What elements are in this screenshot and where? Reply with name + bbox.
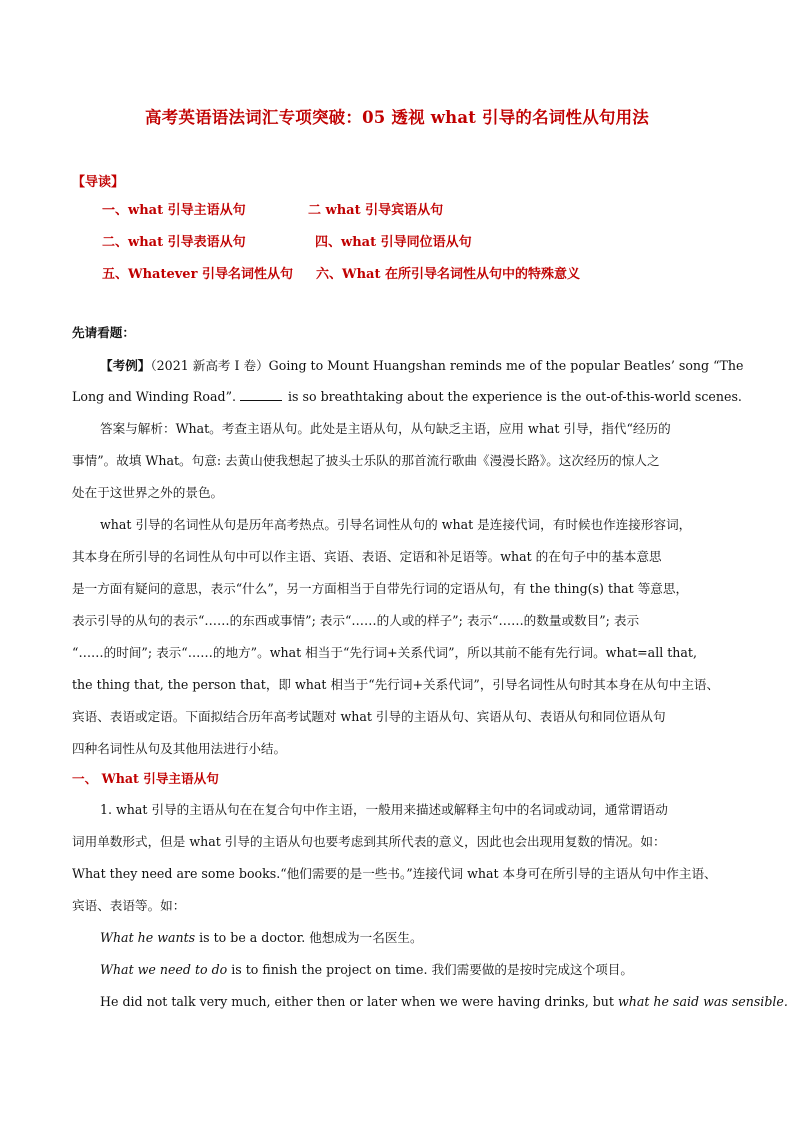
example-rest: He did not talk very much, either then or later when we were having drinks, but bbox=[100, 994, 618, 1009]
intro-line: 宾语、表语或定语。下面拟结合历年高考试题对 what 引导的主语从句、宾语从句、表语从句和同位语从句 bbox=[72, 709, 666, 724]
body-line: What they need are some books.“他们需要的是一些书。”连接代词 what 本身可在所引导的主语从句中作主语、 bbox=[72, 866, 717, 881]
section-heading: 一、 What 引导主语从句 bbox=[72, 771, 219, 786]
body-line: 词用单数形式，但是 what 引导的主语从句也要考虑到其所代表的意义，因此也会出现用复数的情况。如： bbox=[72, 834, 666, 849]
guide-item: 二 what 引导宾语从句 bbox=[308, 203, 444, 218]
example-sentence bbox=[100, 960, 732, 980]
example-rest: is to be a doctor. 他想成为一名医生。 bbox=[195, 930, 423, 945]
intro-line: what 引导的名词性从句是历年高考热点。引导名词性从句的 what 是连接代词，有时候也作连接形容词， bbox=[100, 517, 692, 532]
example-sentence bbox=[100, 928, 732, 948]
example-text: （2021 新高考 I 卷）Going to Mount Huangshan reminds me of the popular Beatles’ song “The bbox=[150, 358, 744, 373]
guide-item: 六、What 在所引导名词性从句中的特殊意义 bbox=[316, 267, 581, 282]
intro-line: 表示引导的从句的表示“……的东西或事情”; 表示“……的人或的样子”; 表示“……的数量或数目”; 表示 bbox=[72, 613, 640, 628]
intro-line: 其本身在所引导的名词性从句中可以作主语、宾语、表语、定语和补足语等。what 的在句子中的基本意思 bbox=[72, 549, 662, 564]
intro-line: “……的时间”; 表示“……的地方”。what 相当于“先行词+关系代词”，所以其前不能有先行词。what=all that, bbox=[72, 645, 697, 660]
example-text: is so breathtaking about the experience is the out-of-this-world scenes. bbox=[288, 389, 742, 404]
body-line: 宾语、表语等。如： bbox=[72, 898, 186, 913]
guide-item: 二、what 引导表语从句 bbox=[102, 235, 246, 250]
example-rest: is to finish the project on time. 我们需要做的是按时完成这个项目。 bbox=[227, 962, 633, 977]
example-line bbox=[72, 387, 742, 407]
example-italic: What we need to do bbox=[100, 962, 228, 977]
guide-item: 四、what 引导同位语从句 bbox=[315, 235, 472, 250]
lead-text: 先请看题： bbox=[72, 325, 135, 340]
guide-item: 一、what 引导主语从句 bbox=[102, 203, 246, 218]
example-sentence bbox=[100, 992, 788, 1012]
body-line: 1. what 引导的主语从句在在复合句中作主语，一般用来描述或解释主句中的名词或动词，通常谓语动 bbox=[100, 802, 668, 817]
example-label: 【考例】 bbox=[100, 358, 151, 373]
answer-line: 处在于这世界之外的景色。 bbox=[72, 485, 224, 500]
example-italic: what he said was sensible. bbox=[617, 994, 788, 1009]
guide-item: 五、Whatever 引导名词性从句 bbox=[102, 267, 293, 282]
example-line bbox=[100, 356, 744, 376]
guide-tag: 【导读】 bbox=[72, 175, 125, 190]
answer-line: 答案与解析：What。考查主语从句。此处是主语从句，从句缺乏主语，应用 what 引导，指代“经历的 bbox=[100, 421, 671, 436]
page-title: 高考英语语法词汇专项突破：05 透视 what 引导的名词性从句用法 bbox=[144, 108, 649, 127]
answer-line: 事情”。故填 What。句意: 去黄山使我想起了披头士乐队的那首流行歌曲《漫漫长路》。这次经历的惊人之 bbox=[72, 453, 660, 468]
example-text: Long and Winding Road”. bbox=[72, 389, 237, 404]
intro-line: 是一方面有疑问的意思，表示“什么”，另一方面相当于自带先行词的定语从句，有 the thing(s) that 等意思， bbox=[72, 581, 689, 596]
answer-blank bbox=[240, 388, 282, 401]
intro-line: the thing that, the person that，即 what 相当于“先行词+关系代词”，引导名词性从句时其本身在从句中主语、 bbox=[72, 677, 720, 692]
intro-line: 四种名词性从句及其他用法进行小结。 bbox=[72, 741, 287, 756]
example-italic: What he wants bbox=[100, 930, 196, 945]
